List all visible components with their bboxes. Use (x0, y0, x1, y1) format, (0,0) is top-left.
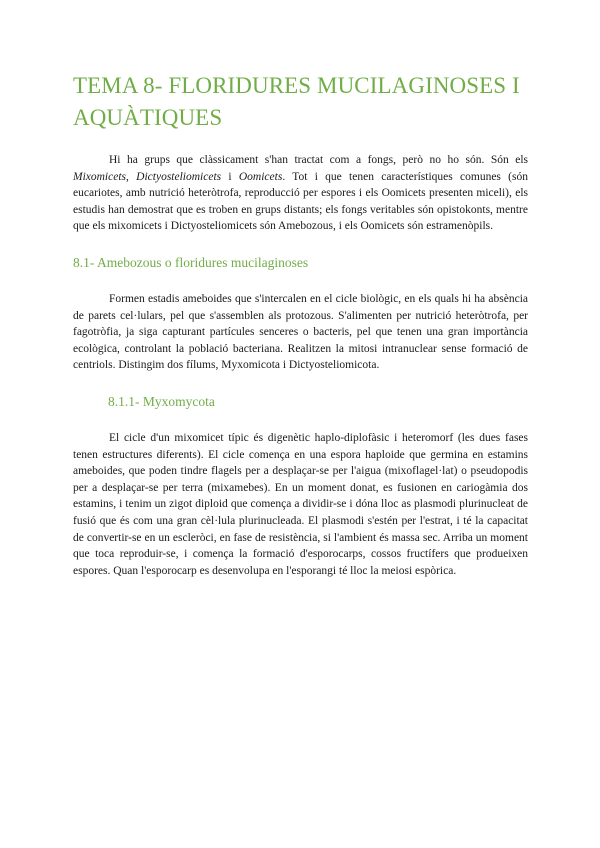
intro-text-3: i (221, 170, 239, 183)
document-page (73, 70, 528, 579)
intro-text-1: Hi ha grups que clàssicament s'han tractat com a fongs, però no ho són. Són els (109, 154, 528, 166)
intro-term-dictyosteliomicets: Dictyosteliomicets (136, 170, 222, 183)
section-8-1-paragraph: Formen estadis ameboides que s'intercalen en el cicle biològic, en els quals hi ha absència de parets cel·lulars, pel que s'assemblen als protozous. S'alimenten per nutrició heteròtrofa, per fagotròfia, ja siga capturant partícules senceres o bacteris, pel que tenen una gran importància ecològica, controlant la població bacteriana. Realitzen la mitosi intranuclear sense formació de centriols. Distingim dos fílums, Myxomicota i Dictyosteliomicota. (73, 292, 528, 372)
intro-term-oomicets: Oomicets (238, 170, 283, 183)
section-8-1-1-paragraph: El cicle d'un mixomicet típic és digenètic haplo-diplofàsic i heteromorf (les dues fases tenen estructures diferents). El cicle comença en una espora haploide que germina en estamins ameboides, que poden tindre flagels per a desplaçar-se per l'aigua (mixoflagel·lat) o pseudopodis per a desplaçar-se per terra (mixamebes). En un moment donat, es fusionen en cariogàmia dos estamins, i tenim un zigot diploid que comença a dividir-se i dóna lloc as plasmodi plurinucleat de fusió que és com una gran cèl·lula plurinucleada. El plasmodi s'estén per l'estrat, i té la capacitat de convertir-se en un escleròci, en fase de resistència, si l'ambient és massa sec. Arriba un moment que toca reproduir-se, i comença la formació d'esporocarps, cossos fructífers que produeixen espores. Quan l'esporocarp es desenvolupa en l'esporangi té lloc la meiosi espòrica. (73, 431, 528, 577)
intro-text-4: . Tot i que tenen característiques comunes (són eucariotes, amb nutrició heteròtrofa, reproducció per espores i els Oomicets presenten miceli), els estudis han demostrat que es troben en grups distants; els fongs veritables són opistokonts, mentre que els mixomicets i Dictyosteliomicets són Amebozous, i els Oomicets són estramenòpils. (73, 170, 528, 233)
section-heading-8-1-1: 8.1.1- Myxomycota (108, 393, 215, 409)
intro-text-2: , (126, 170, 137, 183)
intro-paragraph (73, 152, 528, 235)
section-heading-8-1: 8.1- Amebozous o floridures mucilaginoses (73, 254, 309, 270)
page-title: TEMA 8- FLORIDURES MUCILAGINOSES I AQUÀTIQUES (73, 73, 520, 130)
intro-term-mixomicets: Mixomicets (73, 170, 127, 183)
